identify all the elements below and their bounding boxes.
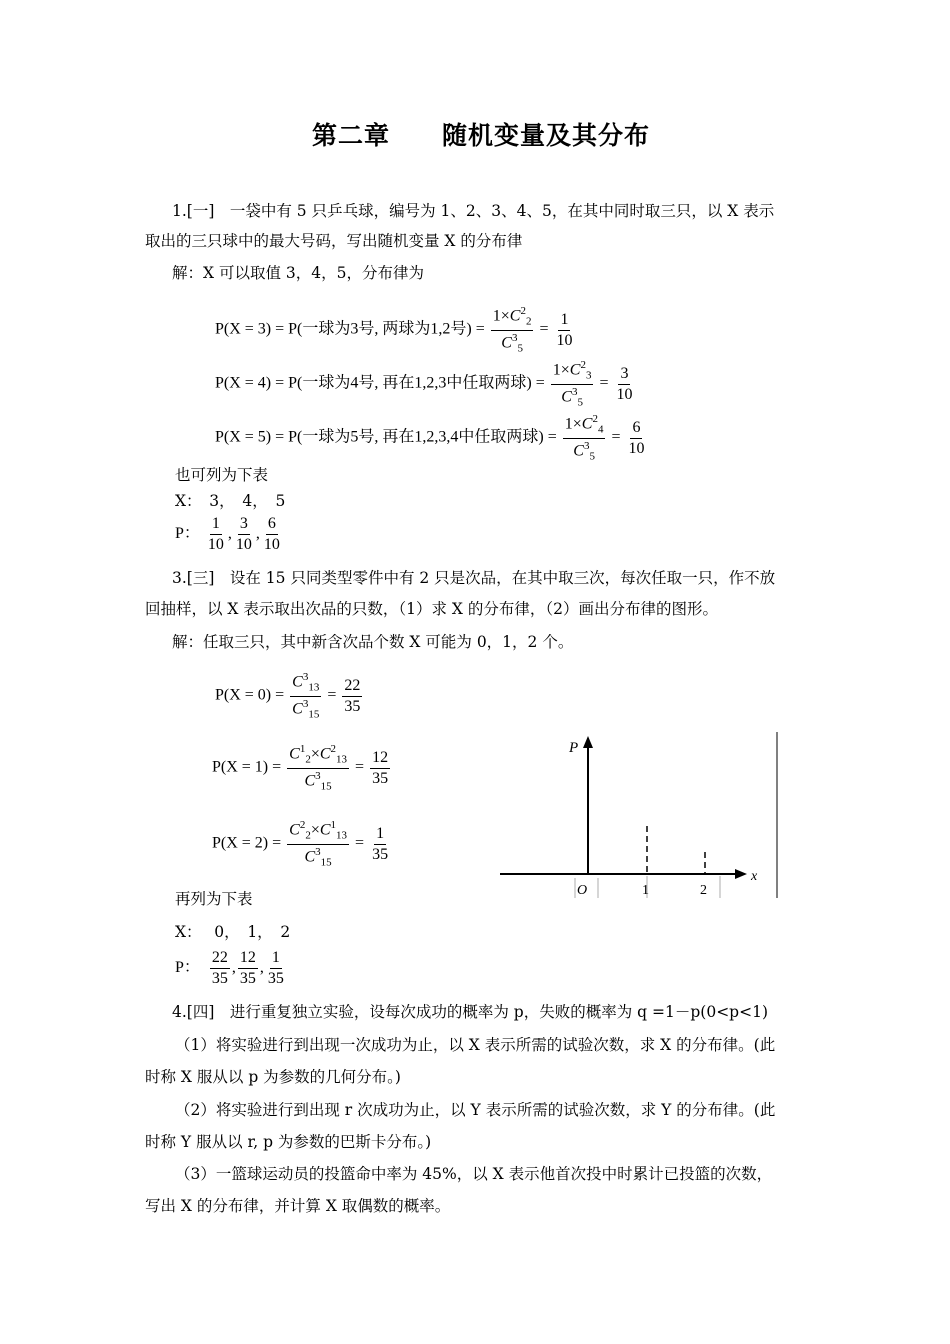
distribution-graph bbox=[495, 728, 785, 903]
eq1-combo-frac: $\frac{1\times C^2_2}{C^3_5}$ bbox=[492, 305, 532, 355]
x-label: x bbox=[751, 869, 758, 884]
x-axis-arrow bbox=[735, 869, 747, 879]
q1-eq1: P(X = 3) = P(一球为3号, 两球为1,2号) = $\frac{1\times C^2_2}{C^3_5}$ = $\frac{1}{10}$ bbox=[215, 305, 573, 355]
q1-line1: 1.[一] 一袋中有 5 只乒乓球，编号为 1、2、3、4、5，在其中同时取三只，以 X 表示 bbox=[172, 202, 775, 220]
eq3-combo-frac: $\frac{1\times C^2_4}{C^3_5}$ bbox=[564, 413, 604, 463]
q1-solution: 解：X 可以取值 3，4，5，分布律为 bbox=[172, 264, 424, 282]
q4-line3: 时称 X 服从以 p 为参数的几何分布。) bbox=[145, 1068, 401, 1086]
eq3-text: P(X = 5) = P(一球为5号, 再在1,2,3,4中任取两球) = bbox=[215, 428, 557, 446]
q3-x-row: X： 0， 1， 2 bbox=[175, 923, 291, 941]
q3-eq0: P(X = 0) = $\frac{C^3_{13}}{C^3_{15}}$ = $\frac{22}{35}$ bbox=[215, 671, 361, 721]
eq2-text: P(X = 4) = P(一球为4号, 再在1,2,3中任取两球) = bbox=[215, 374, 545, 392]
q3-again: 再列为下表 bbox=[175, 890, 253, 908]
q4-line6: （3）一篮球运动员的投篮命中率为 45%，以 X 表示他首次投中时累计已投篮的次数， bbox=[175, 1165, 773, 1183]
y-axis-arrow bbox=[583, 736, 593, 748]
q3-p-row: P： $\frac{22}{35}$ , $\frac{12}{35}$ , $\frac{1}{35}$ bbox=[175, 949, 284, 987]
eqb-text: P(X = 2) = bbox=[212, 834, 282, 852]
q1-p-row: P： $\frac{1}{10}$ , $\frac{3}{10}$ , $\frac{6}{10}$ bbox=[175, 515, 280, 553]
q1-line2: 取出的三只球中的最大号码，写出随机变量 X 的分布律 bbox=[145, 232, 523, 250]
eq1-value-frac: $\frac{1}{10}$ bbox=[556, 310, 573, 349]
q4-line2: （1）将实验进行到出现一次成功为止，以 X 表示所需的试验次数，求 X 的分布律。(此 bbox=[175, 1036, 776, 1054]
q3-eq2: P(X = 2) = $\frac{C^2_2\times C^1_{13}}{C^3_{15}}$ = $\frac{1}{35}$ bbox=[212, 819, 389, 869]
eq0-text: P(X = 0) = bbox=[215, 686, 285, 704]
q4-line7: 写出 X 的分布律，并计算 X 取偶数的概率。 bbox=[145, 1197, 451, 1215]
q3-line2: 回抽样，以 X 表示取出次品的只数，（1）求 X 的分布律，（2）画出分布律的图形。 bbox=[145, 600, 719, 618]
q3-line1: 3.[三] 设在 15 只同类型零件中有 2 只是次品，在其中取三次，每次任取一只，作不放 bbox=[172, 569, 776, 587]
tick-1: 1 bbox=[642, 883, 649, 898]
q1-eq3: P(X = 5) = P(一球为5号, 再在1,2,3,4中任取两球) = $\frac{1\times C^2_4}{C^3_5}$ = $\frac{6}{10}$ bbox=[215, 413, 645, 463]
q3-eq1: P(X = 1) = $\frac{C^1_2\times C^2_{13}}{C^3_{15}}$ = $\frac{12}{35}$ bbox=[212, 743, 389, 793]
eq1-text: P(X = 3) = P(一球为3号, 两球为1,2号) = bbox=[215, 320, 485, 338]
q4-line1: 4.[四] 进行重复独立实验，设每次成功的概率为 p，失败的概率为 q =1－p(0<p<1) bbox=[172, 1003, 768, 1021]
q3-p-label: P： bbox=[175, 959, 200, 977]
eqa-text: P(X = 1) = bbox=[212, 758, 282, 776]
q1-p-label: P： bbox=[175, 525, 200, 543]
q3-solution: 解：任取三只，其中新含次品个数 X 可能为 0，1，2 个。 bbox=[172, 633, 574, 651]
y-label: P bbox=[569, 740, 579, 756]
q1-x-row: X： 3， 4， 5 bbox=[175, 492, 286, 510]
q4-line4: （2）将实验进行到出现 r 次成功为止，以 Y 表示所需的试验次数，求 Y 的分布律。(此 bbox=[175, 1101, 776, 1119]
eq2-value-frac: $\frac{3}{10}$ bbox=[616, 364, 633, 403]
eq2-combo-frac: $\frac{1\times C^2_3}{C^3_5}$ bbox=[552, 359, 592, 409]
tick-2: 2 bbox=[700, 883, 707, 898]
eq3-value-frac: $\frac{6}{10}$ bbox=[628, 418, 645, 457]
origin-label: O bbox=[577, 883, 588, 898]
q4-line5: 时称 Y 服从以 r, p 为参数的巴斯卡分布。) bbox=[145, 1133, 432, 1151]
page-title: 第二章 随机变量及其分布 bbox=[312, 121, 651, 150]
q1-eq2: P(X = 4) = P(一球为4号, 再在1,2,3中任取两球) = $\frac{1\times C^2_3}{C^3_5}$ = $\frac{3}{10}$ bbox=[215, 359, 633, 409]
q1-also: 也可列为下表 bbox=[175, 466, 269, 484]
